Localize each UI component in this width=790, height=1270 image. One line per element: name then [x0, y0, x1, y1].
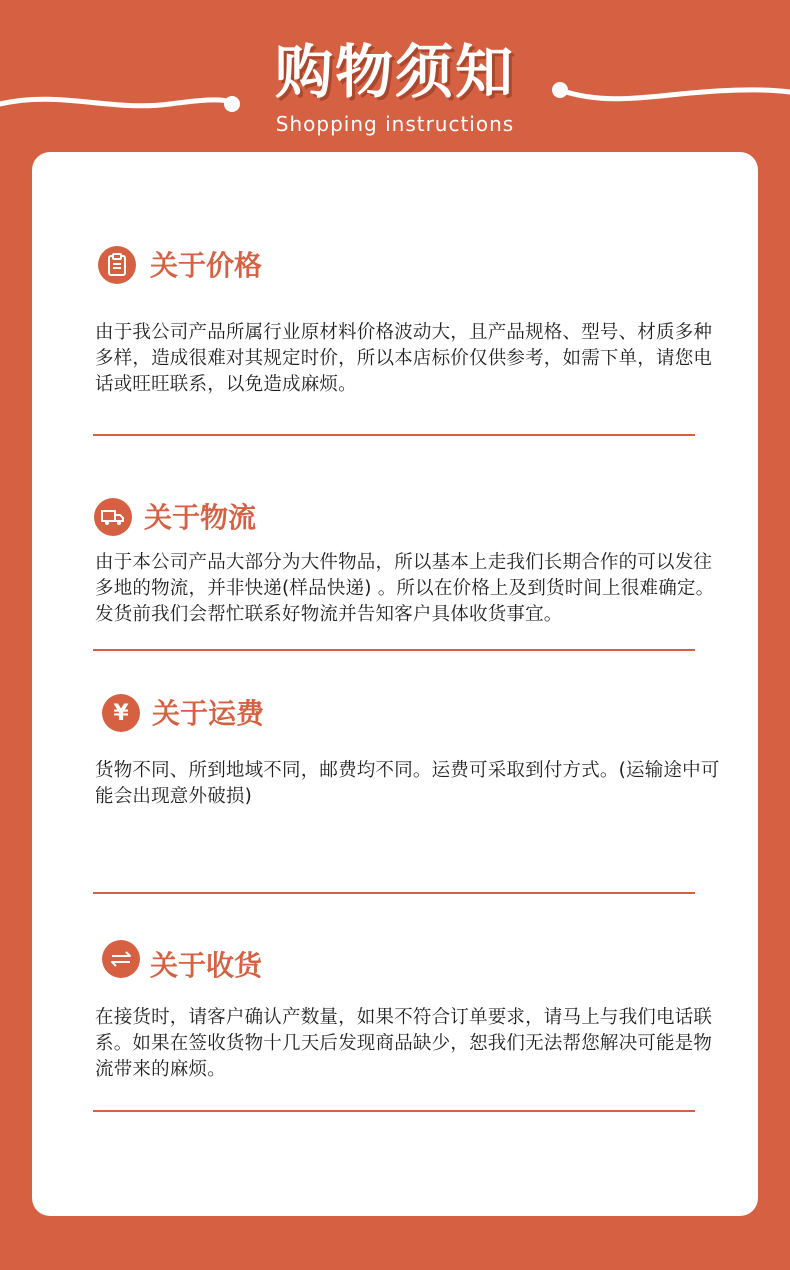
divider — [93, 434, 695, 436]
section-body: 由于本公司产品大部分为大件物品，所以基本上走我们长期合作的可以发往多地的物流，并非快递(样品快递) 。所以在价格上及到货时间上很难确定。发货前我们会帮忙联系好物流并告知客户具体收货事宜。 — [95, 552, 715, 625]
divider — [93, 1110, 695, 1112]
clipboard-icon — [98, 246, 136, 284]
exchange-icon — [102, 940, 140, 978]
content-card — [32, 152, 758, 1216]
page-subtitle: Shopping instructions — [275, 112, 515, 136]
divider — [93, 892, 695, 894]
page-title: 购物须知 — [274, 38, 515, 106]
section-body: 货物不同、所到地域不同，邮费均不同。运费可采取到付方式。(运输途中可能会出现意外破损) — [95, 760, 720, 807]
truck-icon — [94, 498, 132, 536]
header — [0, 0, 790, 150]
section-title: 关于价格 — [150, 249, 263, 282]
divider — [93, 649, 695, 651]
section-title: 关于收货 — [150, 949, 263, 982]
section-body: 由于我公司产品所属行业原材料价格波动大，且产品规格、型号、材质多种多样，造成很难对其规定时价，所以本店标价仅供参考，如需下单，请您电话或旺旺联系，以免造成麻烦。 — [95, 322, 713, 395]
yen-icon: ¥ — [102, 694, 140, 732]
section-title: 关于运费 — [152, 697, 265, 730]
section-body: 在接货时，请客户确认产数量，如果不符合订单要求，请马上与我们电话联系。如果在签收货物十几天后发现商品缺少，恕我们无法帮您解决可能是物流带来的麻烦。 — [95, 1007, 713, 1080]
section-title: 关于物流 — [144, 501, 257, 534]
